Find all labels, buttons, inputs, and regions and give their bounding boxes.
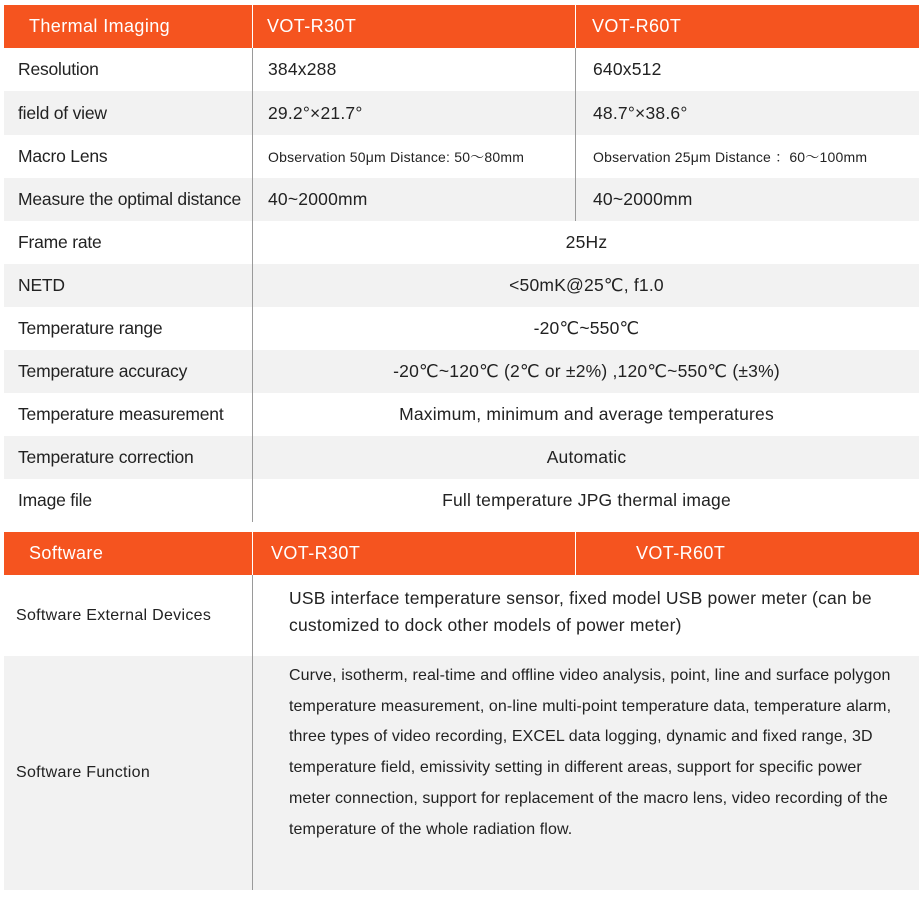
table-row xyxy=(4,178,919,221)
header-divider xyxy=(252,5,253,48)
table-row xyxy=(4,264,919,307)
shared-value: -20℃~120℃ (2℃ or ±2%) ,120℃~550℃ (±3%) xyxy=(393,361,780,381)
column-divider xyxy=(252,575,253,890)
table-row xyxy=(4,91,919,135)
table-row xyxy=(4,393,919,436)
row-label: NETD xyxy=(18,275,65,295)
row-label: Temperature measurement xyxy=(18,404,224,424)
shared-value: Maximum, minimum and average temperatures xyxy=(399,404,774,424)
shared-value: Automatic xyxy=(546,447,627,467)
table-row xyxy=(4,575,919,656)
row-label: Frame rate xyxy=(18,232,102,252)
row-label: Temperature correction xyxy=(18,447,194,467)
value-r60t: 640x512 xyxy=(593,59,662,79)
section-title: Thermal Imaging xyxy=(29,16,171,36)
column-divider xyxy=(252,48,253,522)
shared-value: 25Hz xyxy=(565,232,608,252)
value-r60t: 48.7°×38.6° xyxy=(593,102,688,123)
value-r30t: 40~2000mm xyxy=(268,189,368,209)
table-row xyxy=(4,479,919,522)
section-title: Software xyxy=(29,543,104,563)
row-label: Temperature range xyxy=(18,318,163,338)
column-header-r60t: VOT-R60T xyxy=(636,543,726,563)
row-label: Software Function xyxy=(16,764,151,781)
header-divider xyxy=(575,5,576,48)
row-label: Temperature accuracy xyxy=(18,361,188,381)
thermal-imaging-header xyxy=(4,5,919,48)
header-divider xyxy=(252,532,253,575)
column-header-r60t: VOT-R60T xyxy=(592,16,682,36)
row-label: Resolution xyxy=(18,59,99,79)
row-value: Curve, isotherm, real-time and offline video analysis, point, line and surface polygon temperature measurement, on-line multi-point temperature data, temperature alarm, three types of video recording, EXCEL data logging, dynamic and fixed range, 3D temperature field, emissivity setting in different areas, support for specific power meter connection, support for replacement of the macro lens, video recording of the temperature of the whole radiation flow. xyxy=(289,667,892,838)
header-divider xyxy=(575,532,576,575)
table-row xyxy=(4,221,919,264)
row-label: Measure the optimal distance xyxy=(18,189,241,209)
row-label: Image file xyxy=(18,490,92,510)
row-label: field of view xyxy=(18,102,107,123)
value-r30t: 29.2°×21.7° xyxy=(268,102,363,123)
software-header xyxy=(4,532,919,575)
table-row xyxy=(4,436,919,479)
table-row xyxy=(4,656,919,890)
value-r60t: 40~2000mm xyxy=(593,189,693,209)
table-row xyxy=(4,48,919,91)
shared-value: <50mK@25℃, f1.0 xyxy=(509,275,664,295)
column-divider xyxy=(575,48,576,221)
value-r60t: Observation 25μm Distance ：60～100mm xyxy=(593,148,868,165)
column-header-r30t: VOT-R30T xyxy=(271,543,361,563)
shared-value: Full temperature JPG thermal image xyxy=(442,490,731,510)
row-label: Macro Lens xyxy=(18,146,108,166)
table-row xyxy=(4,307,919,350)
table-row xyxy=(4,135,919,178)
value-r30t: 384x288 xyxy=(268,59,337,79)
shared-value: -20℃~550℃ xyxy=(533,318,640,338)
row-value: USB interface temperature sensor, fixed model USB power meter (can be customized to dock other models of power meter) xyxy=(289,588,872,635)
value-r30t: Observation 50μm Distance: 50～80mm xyxy=(268,148,525,165)
table-row xyxy=(4,350,919,393)
row-label: Software External Devices xyxy=(16,606,212,624)
column-header-r30t: VOT-R30T xyxy=(267,16,357,36)
